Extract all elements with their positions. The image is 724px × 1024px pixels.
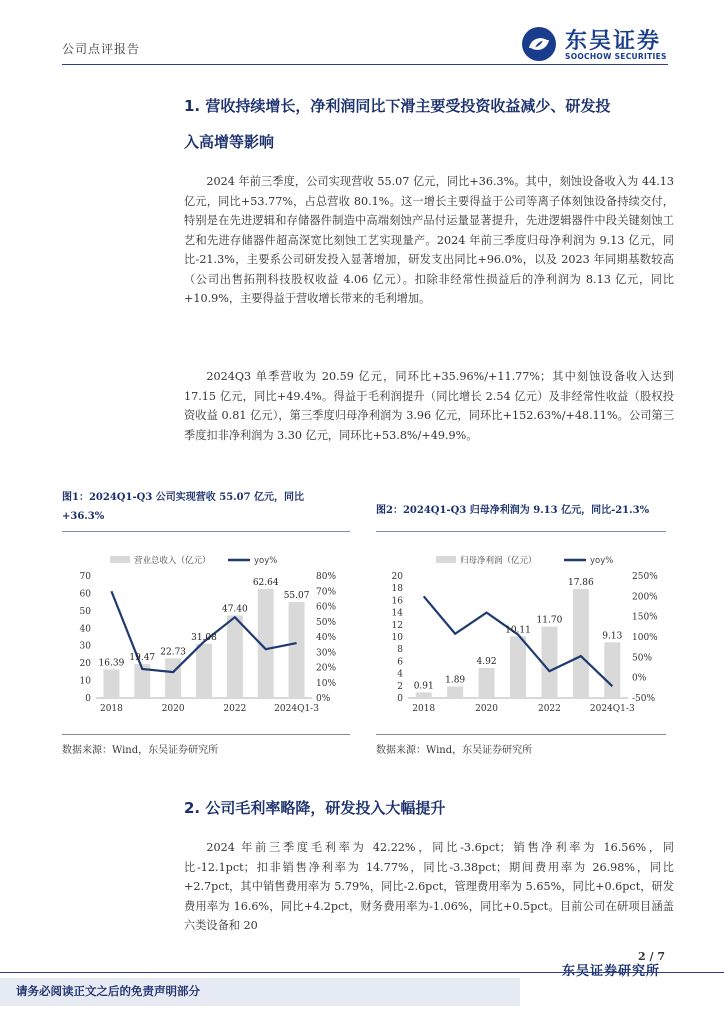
- fig2-y-right-tick: 50%: [632, 653, 653, 664]
- fig1-y-right-tick: 70%: [316, 587, 337, 598]
- fig1-y-left-tick: 30: [79, 641, 91, 652]
- fig2-x-tick: 2022: [537, 704, 561, 714]
- fig1-x-tick: 2020: [161, 704, 185, 714]
- figure2-bottom-rule: [376, 734, 666, 735]
- fig2-bar: [479, 668, 495, 698]
- disclaimer-text: 请务必阅读正文之后的免责声明部分: [16, 984, 200, 998]
- fig2-y-right-tick: 250%: [632, 572, 658, 582]
- fig2-y-left-tick: 18: [391, 584, 403, 595]
- fig1-bar-label: 31.08: [191, 632, 217, 643]
- fig1-y-left-tick: 10: [79, 676, 91, 687]
- fig1-bar-label: 62.64: [252, 577, 279, 588]
- figure1-source: 数据来源：Wind，东吴证券研究所: [62, 745, 219, 756]
- fig1-y-left-tick: 50: [79, 606, 91, 617]
- fig2-bar-label: 1.89: [445, 675, 466, 686]
- section2-title: 2. 公司毛利率略降，研发投入大幅提升: [184, 799, 446, 817]
- fig1-y-right-tick: 10%: [316, 678, 337, 689]
- fig1-y-right-tick: 0%: [316, 694, 331, 704]
- fig1-y-left-tick: 0: [85, 694, 91, 704]
- fig1-legend-line-label: yoy%: [254, 556, 278, 566]
- section2-paragraph1: 2024 年前三季度毛利率为 42.22%，同比-3.6pct；销售净利率为 16.56%，同比-12.1pct；扣非销售净利率为 14.77%，同比-3.38pct；期间费用率为 26.98%，同比+2.7pct，其中销售费用率为 5.79%，同比-2.6pct，管理费用率为 5.65%，同比+0.6pct，研发费用率为 16.6%，同比+4.2pct，财务费用率为-1.06%，同比+0.5pct。目前公司在研项目涵盖六类设备和 20: [184, 841, 674, 932]
- report-type-label: 公司点评报告: [62, 42, 141, 56]
- section1-title-line2: 入高增等影响: [184, 133, 275, 151]
- fig2-y-right-tick: 100%: [632, 633, 658, 643]
- fig2-x-tick: 2024Q1-3: [589, 704, 635, 714]
- fig1-bar: [289, 602, 305, 698]
- fig2-bar-label: 0.91: [413, 681, 434, 692]
- figure1-bottom-rule: [62, 734, 350, 735]
- fig2-bar: [447, 686, 463, 698]
- fig1-y-left-tick: 60: [79, 589, 91, 600]
- fig1-x-tick: 2024Q1-3: [274, 704, 319, 714]
- fig2-x-tick: 2018: [412, 704, 436, 714]
- fig1-y-right-tick: 30%: [316, 648, 337, 659]
- soochow-logo-icon: [521, 26, 557, 62]
- fig2-bar-label: 4.92: [476, 656, 497, 667]
- fig2-bar: [604, 642, 620, 698]
- footer-brand: 东吴证券研究所: [562, 964, 661, 979]
- figure2-title: 图2：2024Q1-Q3 归母净利润为 9.13 亿元，同比-21.3%: [376, 505, 650, 516]
- fig2-y-left-tick: 12: [391, 620, 403, 631]
- fig2-bar-label: 11.70: [536, 615, 563, 626]
- figure2-chart: [376, 545, 668, 725]
- fig1-y-right-tick: 40%: [316, 633, 337, 643]
- brand-name-cn: 东吴证券: [565, 29, 662, 54]
- fig2-bar-label: 10.11: [505, 625, 531, 636]
- fig2-y-right-tick: 200%: [632, 592, 658, 603]
- figure1-chart-svg: [62, 545, 352, 725]
- fig1-legend-bar-swatch: [110, 556, 130, 563]
- fig2-bar-label: 17.86: [567, 578, 594, 589]
- fig2-y-right-tick: 150%: [632, 612, 658, 623]
- fig1-legend-bar-label: 营业总收入（亿元）: [134, 556, 211, 566]
- fig1-bar: [196, 644, 212, 698]
- fig2-bar: [541, 627, 557, 698]
- fig2-legend-line-label: yoy%: [590, 556, 614, 566]
- footer-divider: [0, 972, 724, 973]
- fig2-y-left-tick: 8: [397, 645, 403, 656]
- fig2-legend-bar-label: 归母净利润（亿元）: [460, 556, 537, 566]
- fig1-y-right-tick: 50%: [316, 617, 337, 628]
- fig1-bar-label: 19.47: [129, 653, 156, 664]
- fig2-y-left-tick: 4: [397, 669, 403, 680]
- fig1-bar: [165, 658, 181, 698]
- figure1-title-line1: 图1：2024Q1-Q3 公司实现营收 55.07 亿元，同比: [62, 492, 305, 503]
- figure2-chart-svg: [376, 545, 668, 725]
- section1-paragraph2: 2024Q3 单季营收为 20.59 亿元，同环比+35.96%/+11.77%；其中刻蚀设备收入达到 17.15 亿元，同比+49.4%。得益于毛利润提升（同比增长 2.54 亿元）及非经常性收益（股权投资收益 0.81 亿元），第三季度归母净利润为 3.96 亿元，同环比+152.63%/+48.11%。公司第三季度扣非净利润为 3.30 亿元，同环比+53.8%/+49.9%。: [184, 370, 674, 442]
- fig1-bar-label: 22.73: [160, 647, 187, 658]
- fig2-y-left-tick: 6: [397, 657, 403, 668]
- figure1-chart: [62, 545, 352, 725]
- fig1-x-tick: 2018: [99, 704, 123, 714]
- figure1-title: [62, 488, 352, 526]
- page-number: 2 / 7: [638, 950, 665, 963]
- fig1-x-tick: 2022: [223, 704, 247, 714]
- figure2-source: 数据来源：Wind，东吴证券研究所: [376, 745, 533, 756]
- fig2-bar: [573, 589, 589, 698]
- fig1-bar-label: 47.40: [221, 604, 248, 615]
- figure2-top-rule: [376, 531, 666, 532]
- fig2-y-right-tick: 0%: [632, 673, 647, 684]
- fig2-y-left-tick: 10: [391, 633, 403, 643]
- section1-title-line1: 1. 营收持续增长，净利润同比下滑主要受投资收益减少、研发投: [184, 97, 611, 115]
- fig2-bar-label: 9.13: [602, 631, 623, 642]
- fig1-y-left-tick: 20: [79, 659, 91, 670]
- fig1-bar: [227, 615, 243, 698]
- fig1-y-right-tick: 80%: [316, 572, 337, 582]
- fig2-bar: [416, 692, 432, 698]
- figure1-top-rule: [62, 531, 350, 532]
- fig2-x-tick: 2020: [475, 704, 499, 714]
- fig1-y-left-tick: 70: [79, 572, 91, 582]
- fig2-y-left-tick: 20: [391, 572, 403, 582]
- fig2-y-left-tick: 2: [397, 681, 403, 692]
- figure1-title-line2: +36.3%: [62, 511, 105, 522]
- fig2-y-left-tick: 16: [391, 596, 403, 607]
- fig1-y-right-tick: 60%: [316, 602, 337, 613]
- fig2-bar: [510, 636, 526, 698]
- header-divider: [62, 64, 668, 65]
- fig1-y-left-tick: 40: [79, 624, 91, 635]
- fig2-y-left-tick: 14: [391, 608, 403, 619]
- fig1-bar-label: 16.39: [98, 658, 125, 669]
- fig1-bar: [103, 669, 119, 698]
- brand-logo: [521, 24, 681, 64]
- brand-name-en: SOOCHOW SECURITIES: [565, 52, 667, 61]
- section1-title: [184, 88, 674, 160]
- fig1-y-right-tick: 20%: [316, 663, 337, 674]
- fig2-y-left-tick: 0: [397, 694, 403, 704]
- fig2-legend-bar-swatch: [436, 556, 456, 563]
- fig1-bar-label: 55.07: [283, 591, 310, 602]
- section1-paragraph1: 2024 年前三季度，公司实现营收 55.07 亿元，同比+36.3%。其中，刻蚀设备收入为 44.13 亿元，同比+53.77%，占总营收 80.1%。这一增长主要得益于公司等离子体刻蚀设备持续交付，特别是在先进逻辑和存储器件制造中高端刻蚀产品付运量显著提升，先进逻辑器件中段关键刻蚀工艺和先进存储器件超高深宽比刻蚀工艺实现量产。2024 年前三季度归母净利润为 9.13 亿元，同比-21.3%，主要系公司研发投入显著增加，研发支出同比+96.0%，以及 2023 年同期基数较高（公司出售拓荆科技股权收益 4.06 亿元）。扣除非经常性损益后的净利润为 8.13 亿元，同比+10.9%，主要得益于营收增长带来的毛利增加。: [184, 175, 674, 305]
- fig2-y-right-tick: -50%: [632, 694, 656, 704]
